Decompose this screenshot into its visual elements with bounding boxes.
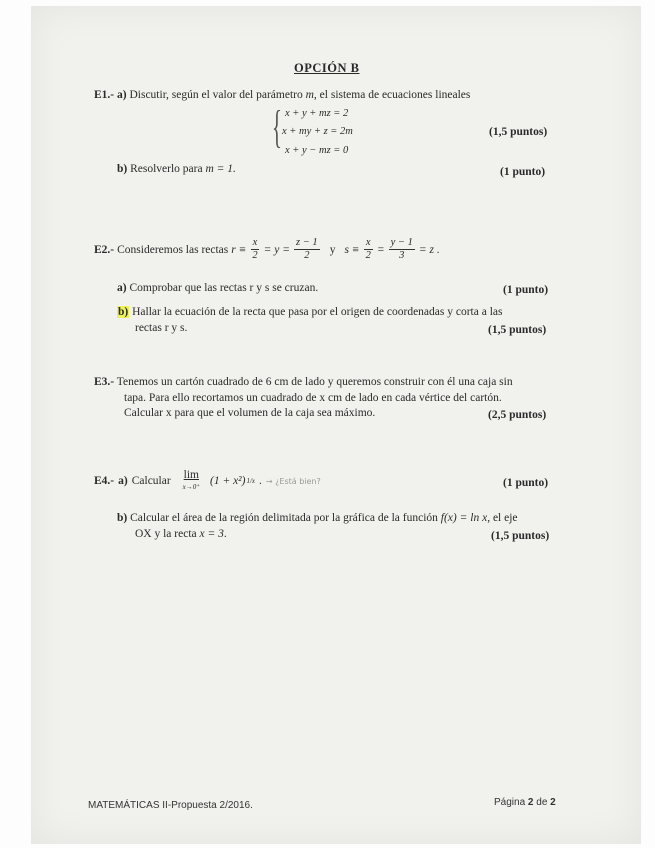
e2-s-frac2-den: 3 — [399, 250, 405, 261]
e2-and: y — [329, 243, 336, 256]
e1-b-letter: b) — [117, 163, 128, 175]
footer-left: MATEMÁTICAS II-Propuesta 2/2016. — [88, 800, 253, 811]
e2-b-letter: b) — [118, 306, 129, 318]
e2-a-text: Comprobar que las rectas r y s se cruzan. — [129, 282, 319, 294]
e2-r-frac1-num: x — [252, 237, 258, 248]
e4-a-points: (1 punto) — [503, 477, 549, 489]
e1-b-cond: m = 1. — [205, 163, 236, 175]
e1-line-b — [117, 163, 236, 175]
e4-lim-word: lim — [183, 469, 199, 481]
e2-b-text: Hallar la ecuación de la recta que pasa por el origen de coordenadas y corta a las — [132, 306, 503, 318]
system-brace: { — [272, 101, 282, 152]
e4-b-points: (1,5 puntos) — [491, 530, 550, 542]
e3-line2: tapa. Para ello recortamos un cuadrado de x cm de lado en cada vértice del cartón. — [124, 392, 502, 404]
e2-r-frac2 — [294, 237, 320, 262]
e2-s-frac1 — [364, 237, 373, 262]
e1-line-a — [94, 89, 470, 101]
e4-line-a — [94, 470, 321, 492]
footer-page-current: 2 — [527, 797, 534, 808]
e4-b-text2: OX y la recta — [135, 528, 197, 540]
e2-s-def: s ≡ — [344, 243, 360, 256]
e1-eq3: x + y − mz = 0 — [285, 145, 349, 156]
e4-a-letter: a) — [118, 475, 128, 487]
e2-s-frac2-num: y − 1 — [390, 237, 413, 248]
e1-label: E1.- — [94, 89, 115, 101]
e4-b-text2-end: . — [223, 528, 227, 540]
e2-label: E2.- — [94, 243, 115, 256]
e4-a-text: Calcular — [131, 475, 171, 487]
e1-a-letter: a) — [117, 89, 127, 101]
e2-r-frac1 — [250, 237, 259, 262]
e2-b-text2: rectas r y s. — [135, 322, 188, 334]
e4-expr: (1 + x²) — [209, 475, 246, 487]
e1-b-points: (1 punto) — [500, 166, 546, 178]
e1-a-points: (1,5 puntos) — [489, 126, 548, 138]
e2-s-frac1-den: 2 — [365, 250, 371, 261]
e1-a-text: Discutir, según el valor del parámetro — [129, 89, 303, 101]
e3-label: E3.- — [94, 376, 115, 388]
e4-b-func: f(x) = ln x — [440, 512, 488, 524]
e4-line-b — [117, 512, 518, 524]
e2-line-a — [117, 282, 318, 294]
e1-eq1: x + y + mz = 2 — [285, 108, 349, 119]
e3-text1: Tenemos un cartón cuadrado de 6 cm de lado y queremos construir con él una caja sin — [116, 376, 513, 388]
footer-page-pre: Página — [494, 797, 526, 808]
e2-s-frac1-num: x — [365, 237, 371, 248]
footer-page-mid: de — [536, 797, 548, 808]
e2-a-points: (1 punto) — [503, 284, 549, 296]
e2-line-b — [117, 306, 502, 318]
e2-a-letter: a) — [117, 282, 127, 294]
e4-expr-end: . — [259, 475, 262, 487]
e4-b-text: Calcular el área de la región delimitada por la gráfica de la función — [130, 512, 438, 524]
e2-r-frac2-den: 2 — [304, 250, 310, 261]
e4-line-b2 — [135, 528, 227, 540]
e4-limit — [183, 470, 200, 492]
footer-page-total: 2 — [550, 797, 556, 808]
e3-line1 — [94, 376, 513, 388]
e2-s-frac2 — [389, 237, 415, 262]
e4-lim-sub: x→0⁺ — [182, 483, 200, 491]
page-title: OPCIÓN B — [294, 61, 360, 75]
e4-b-line: x = 3 — [199, 528, 224, 540]
e4-b-letter: b) — [117, 512, 128, 524]
e3-points: (2,5 puntos) — [488, 409, 547, 421]
e2-r-mid: = y = — [263, 243, 291, 256]
e2-r-frac1-den: 2 — [252, 250, 258, 261]
e1-b-text: Resolverlo para — [130, 163, 203, 175]
e4-b-text-end: , el eje — [487, 512, 518, 524]
e2-s-end: = z . — [418, 243, 440, 256]
footer-page-number — [494, 797, 556, 808]
e3-line3: Calcular x para que el volumen de la caja sea máximo. — [124, 407, 376, 419]
e2-intro: Consideremos las rectas — [117, 243, 229, 256]
e2-s-mid: = — [376, 243, 385, 256]
e2-r-def: r ≡ — [231, 243, 247, 256]
e4-label: E4.- — [94, 475, 115, 487]
e2-statement — [94, 237, 440, 262]
e1-eq2: x + my + z = 2m — [282, 126, 353, 137]
e4-expr-exp: 1/x — [246, 477, 256, 485]
e1-a-param: m — [305, 89, 314, 101]
e4-handwritten-note: → ¿Está bien? — [265, 476, 321, 486]
e2-b-points: (1,5 puntos) — [488, 324, 547, 336]
e1-a-text2: , el sistema de ecuaciones lineales — [313, 89, 471, 101]
e2-r-frac2-num: z − 1 — [296, 237, 318, 248]
